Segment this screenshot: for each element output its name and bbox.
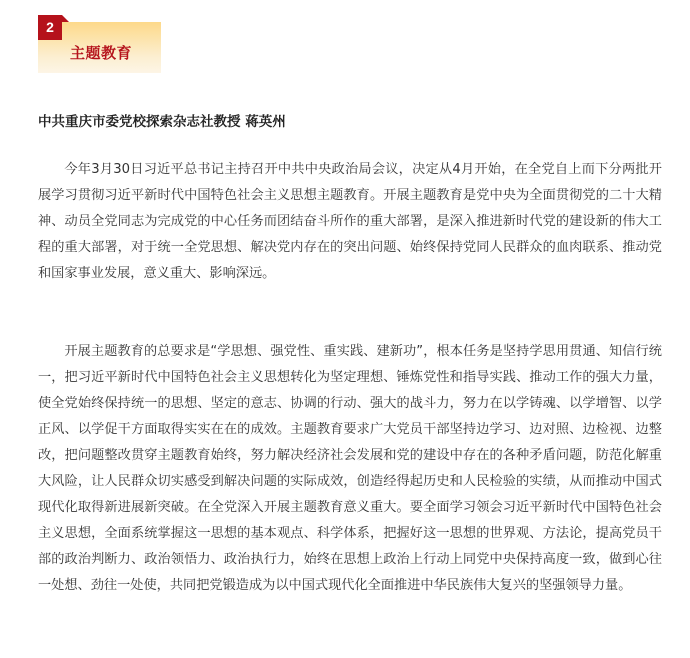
- section-title: 主题教育: [70, 44, 133, 62]
- article-author: 中共重庆市委党校探索杂志社教授 蒋英州: [38, 114, 286, 130]
- article-paragraph-2: 开展主题教育的总要求是“学思想、强党性、重实践、建新功”，根本任务是坚持学思用贯通、知信行统一，把习近平新时代中国特色社会主义思想转化为坚定理想、锤炼党性和指导实践、推动工作的强大力量，使全党始终保持统一的思想、坚定的意志、协调的行动、强大的战斗力，努力在以学铸魂、以学增智、以学正风、以学促干方面取得实实在在的成效。主题教育要求广大党员干部坚持边学习、边对照、边检视、边整改，把问题整改贯穿主题教育始终，努力解决经济社会发展和党的建设中存在的各种矛盾问题，防范化解重大风险，让人民群众切实感受到解决问题的实际成效，创造经得起历史和人民检验的实绩，从而推动中国式现代化取得新进展新突破。在全党深入开展主题教育意义重大。要全面学习领会习近平新时代中国特色社会主义思想，全面系统掌握这一思想的基本观点、科学体系，把握好这一思想的世界观、方法论，提高党员干部的政治判断力、政治领悟力、政治执行力，始终在思想上政治上行动上同党中央保持高度一致，做到心往一处想、劲往一处使，共同把党锻造成为以中国式现代化全面推进中华民族伟大复兴的坚强领导力量。: [38, 344, 662, 593]
- article-paragraph-1: 今年3月30日习近平总书记主持召开中共中央政治局会议，决定从4月开始，在全党自上而下分两批开展学习贯彻习近平新时代中国特色社会主义思想主题教育。开展主题教育是党中央为全面贯彻党的二十大精神、动员全党同志为完成党的中心任务而团结奋斗所作的重大部署，是深入推进新时代党的建设新的伟大工程的重大部署，对于统一全党思想、解决党内存在的突出问题、始终保持党同人民群众的血肉联系、推动党和国家事业发展，意义重大、影响深远。: [38, 162, 662, 281]
- section-number-badge: 2: [38, 15, 62, 40]
- section-header: [38, 15, 161, 73]
